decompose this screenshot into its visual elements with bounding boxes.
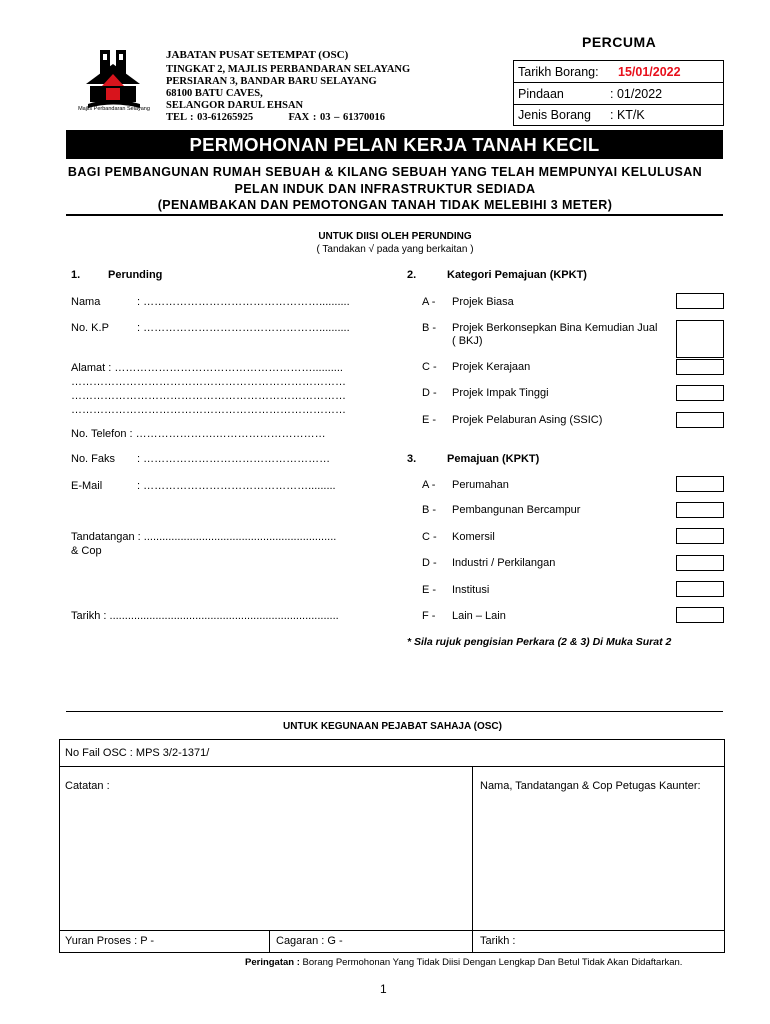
pemajuan-label: Pembangunan Bercampur (452, 504, 581, 516)
revision-value: : 01/2022 (610, 87, 663, 101)
alamat-line[interactable]: ………………………………………………………………… (71, 390, 346, 402)
alamat-line[interactable]: ………………………………………………………………… (71, 376, 346, 388)
kategori-letter: B - (422, 322, 437, 334)
form-title: PERMOHONAN PELAN KERJA TANAH KECIL (66, 130, 723, 159)
kategori-label: Projek Kerajaan (452, 361, 531, 373)
kategori-letter: C - (422, 361, 437, 373)
cop-label: & Cop (71, 545, 102, 557)
pemajuan-label: Komersil (452, 531, 495, 543)
nama-label: Nama (71, 296, 101, 308)
telephone: TEL : 03-61265925 (166, 112, 254, 123)
address-line: 68100 BATU CAVES, (166, 88, 263, 99)
warning-text: Borang Permohonan Yang Tidak Diisi Dengan Lengkap Dan Betul Tidak Akan Didaftarkan. (299, 957, 683, 968)
yuran-field[interactable]: Yuran Proses : P - (65, 935, 155, 947)
petugas-area[interactable] (476, 796, 720, 926)
section-2-number: 2. (407, 269, 417, 281)
warning (245, 957, 682, 968)
nokp-field[interactable]: : ………………………………………….......... (137, 322, 350, 334)
fax: FAX : 03 – 61370016 (288, 112, 385, 123)
email-label: E-Mail (71, 480, 103, 492)
pemajuan-letter: F - (422, 610, 436, 622)
pemajuan-checkbox-d[interactable] (676, 555, 724, 571)
kategori-letter: A - (422, 296, 436, 308)
kategori-label-cont: ( BKJ) (452, 335, 483, 347)
logo-caption: Majlis Perbandaran Selayang (78, 106, 150, 112)
table-line (269, 930, 270, 952)
pemajuan-checkbox-b[interactable] (676, 502, 724, 518)
kategori-checkbox-d[interactable] (676, 385, 724, 401)
revision-label: Pindaan (518, 87, 564, 101)
divider (66, 711, 723, 712)
table-line (59, 766, 724, 767)
pemajuan-checkbox-f[interactable] (676, 607, 724, 623)
form-subtitle (40, 164, 730, 214)
kategori-label: Projek Biasa (452, 296, 514, 308)
section-2-heading: Kategori Pemajuan (KPKT) (447, 269, 587, 281)
divider (66, 214, 723, 216)
kategori-label: Projek Impak Tinggi (452, 387, 549, 399)
nokp-label: No. K.P (71, 322, 109, 334)
instructions-note: ( Tandakan √ pada yang berkaitan ) (316, 243, 474, 255)
catatan-label: Catatan : (65, 780, 110, 792)
address-line: TINGKAT 2, MAJLIS PERBANDARAN SELAYANG (166, 64, 411, 75)
form-date-value: 15/01/2022 (618, 65, 681, 79)
page-number: 1 (380, 982, 387, 996)
pemajuan-label: Industri / Perkilangan (452, 557, 556, 569)
instructions-heading: UNTUK DIISI OLEH PERUNDING (318, 231, 472, 242)
petugas-label: Nama, Tandatangan & Cop Petugas Kaunter: (480, 780, 701, 792)
pemajuan-label: Lain – Lain (452, 610, 506, 622)
email-field[interactable]: : ………………………………………......... (137, 480, 336, 492)
table-line (59, 930, 724, 931)
section-1-number: 1. (71, 269, 81, 281)
cagaran-field[interactable]: Cagaran : G - (276, 935, 343, 947)
warning-label: Peringatan : (245, 957, 300, 968)
instructions (200, 231, 590, 256)
address-line: SELANGOR DARUL EHSAN (166, 100, 304, 111)
catatan-area[interactable] (62, 796, 468, 926)
office-heading: UNTUK KEGUNAAN PEJABAT SAHAJA (OSC) (283, 721, 502, 732)
org-title: JABATAN PUSAT SETEMPAT (OSC) (166, 49, 349, 61)
alamat-field[interactable]: Alamat : ……………………………………………….......... (71, 362, 343, 374)
pemajuan-letter: D - (422, 557, 437, 569)
percuma-label: PERCUMA (582, 34, 657, 50)
office-tarikh-field[interactable]: Tarikh : (480, 935, 516, 947)
org-address-block (166, 49, 410, 124)
pemajuan-label: Perumahan (452, 479, 509, 491)
kategori-letter: E - (422, 414, 437, 426)
kategori-label: Projek Berkonsepkan Bina Kemudian Jual (452, 322, 658, 334)
form-info-box (513, 60, 724, 126)
subtitle-line: (PENAMBAKAN DAN PEMOTONGAN TANAH TIDAK MELEBIHI 3 METER) (157, 198, 613, 212)
table-line (472, 766, 473, 952)
pemajuan-letter: B - (422, 504, 437, 516)
section-1-heading: Perunding (108, 269, 163, 281)
tarikh-field[interactable]: Tarikh : ........................................................................... (71, 610, 339, 622)
section-3-number: 3. (407, 453, 417, 465)
faks-label: No. Faks (71, 453, 116, 465)
faks-field[interactable]: : …………………………………………… (137, 453, 331, 465)
tandatangan-field[interactable]: Tandatangan : ............................................................... (71, 531, 337, 543)
kategori-checkbox-e[interactable] (676, 412, 724, 428)
telefon-field[interactable]: No. Telefon : ………………….………………………… (71, 428, 326, 440)
subtitle-line: BAGI PEMBANGUNAN RUMAH SEBUAH & KILANG SEBUAH YANG TELAH MEMPUNYAI KELULUSAN (67, 165, 703, 179)
section-3-heading: Pemajuan (KPKT) (447, 453, 540, 465)
kategori-letter: D - (422, 387, 437, 399)
form-type-label: Jenis Borang (518, 108, 591, 122)
pemajuan-checkbox-a[interactable] (676, 476, 724, 492)
pemajuan-letter: C - (422, 531, 437, 543)
pemajuan-letter: A - (422, 479, 436, 491)
kategori-label: Projek Pelaburan Asing (SSIC) (452, 414, 603, 426)
kategori-checkbox-b[interactable] (676, 320, 724, 358)
kategori-checkbox-c[interactable] (676, 359, 724, 375)
form-date-label: Tarikh Borang: (518, 65, 599, 79)
nama-field[interactable]: : ………………………………………….......... (137, 296, 350, 308)
kategori-checkbox-a[interactable] (676, 293, 724, 309)
pemajuan-checkbox-c[interactable] (676, 528, 724, 544)
pemajuan-label: Institusi (452, 584, 490, 596)
refer-note: * Sila rujuk pengisian Perkara (2 & 3) Di Muka Surat 2 (407, 636, 672, 648)
pemajuan-checkbox-e[interactable] (676, 581, 724, 597)
alamat-line[interactable]: ………………………………………………………………… (71, 404, 346, 416)
subtitle-line: PELAN INDUK DAN INFRASTRUKTUR SEDIADA (234, 181, 536, 196)
file-number: No Fail OSC : MPS 3/2-1371/ (65, 747, 210, 759)
mps-logo (80, 46, 148, 118)
pemajuan-letter: E - (422, 584, 437, 596)
form-type-value: : KT/K (610, 108, 645, 122)
address-line: PERSIARAN 3, BANDAR BARU SELAYANG (166, 76, 377, 87)
